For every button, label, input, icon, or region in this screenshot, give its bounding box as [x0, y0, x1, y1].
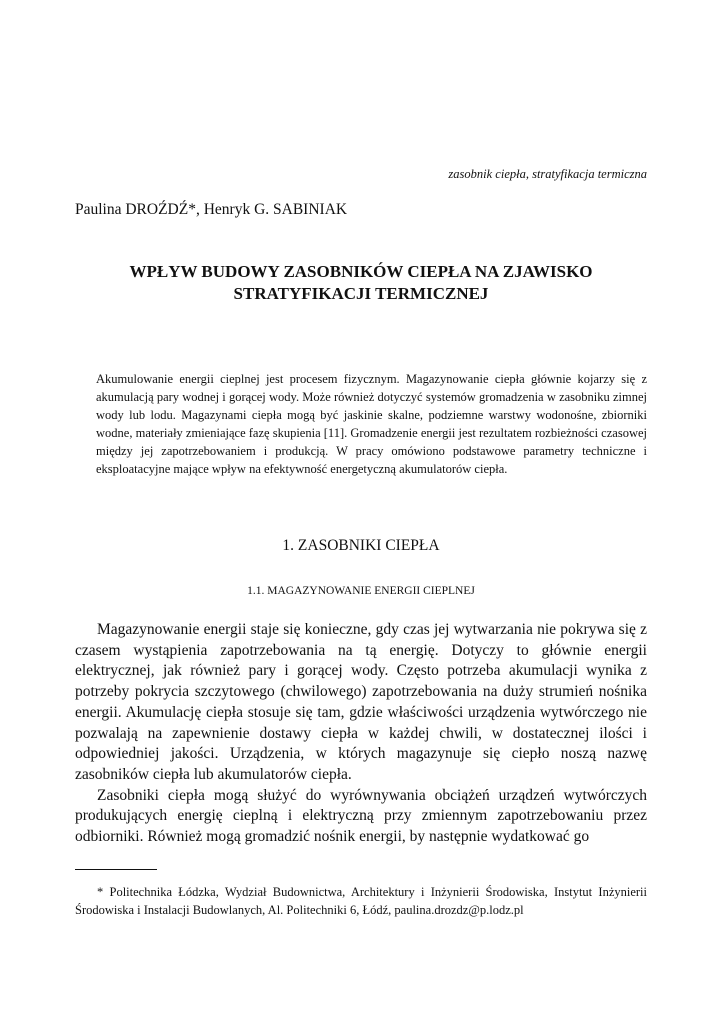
- abstract: Akumulowanie energii cieplnej jest procesem fizycznym. Magazynowanie ciepła głównie kojarzy się z akumulacją pary wodnej i gorącej wody. Może również dotyczyć systemów gromadzenia w zasobniku zimnej wody lub lodu. Magazynami ciepła mogą być jaskinie skalne, podziemne warstwy wodonośne, zbiorniki wodne, materiały zmieniające fazę skupienia [11]. Gromadzenie energii jest rezultatem rozbieżności czasowej między jej zapotrzebowaniem i produkcją. W pracy omówiono podstawowe parametry techniczne i eksploatacyjne mające wpływ na efektywność energetyczną akumulatorów ciepła.: [96, 372, 647, 476]
- authors: Paulina DROŹDŹ*, Henryk G. SABINIAK: [75, 201, 348, 218]
- footnote: * Politechnika Łódzka, Wydział Budownictwa, Architektury i Inżynierii Środowiska, Instytut Inżynierii Środowiska i Instalacji Budowlanych, Al. Politechniki 6, Łódź, paulina.drozdz@p.lodz.pl: [75, 885, 647, 917]
- section-heading: 1. ZASOBNIKI CIEPŁA: [282, 537, 440, 554]
- subsection-heading: 1.1. MAGAZYNOWANIE ENERGII CIEPLNEJ: [247, 585, 475, 597]
- paper-title-line-2: STRATYFIKACJI TERMICZNEJ: [233, 284, 489, 303]
- footnote-divider: [75, 869, 157, 870]
- body-paragraph-2: Zasobniki ciepła mogą służyć do wyrównywania obciążeń urządzeń wytwórczych produkujących energię cieplną i elektryczną przy zmiennym zapotrzebowaniu przez odbiorniki. Również mogą gromadzić nośnik energii, by następnie wydatkować go: [75, 786, 647, 846]
- body-paragraph-1: Magazynowanie energii staje się konieczne, gdy czas jej wytwarzania nie pokrywa się z czasem wystąpienia zapotrzebowania na tą energię. Dotyczy to głównie energii elektrycznej, jak również pary i gorącej wody. Często potrzeba akumulacji wynika z potrzeby pokrycia szczytowego (chwilowego) zapotrzebowania na duży strumień nośnika energii. Akumulację ciepła stosuje się tam, gdzie właściwości urządzenia wytwórczego nie pozwalają na zapewnienie dostawy ciepła w każdej chwili, w dostatecznej ilości i odpowiedniej jakości. Urządzenia, w których magazynuje się ciepło noszą nazwę zasobników ciepła lub akumulatorów ciepła.: [75, 621, 647, 783]
- paper-title: [75, 261, 647, 305]
- paper-title-line-1: WPŁYW BUDOWY ZASOBNIKÓW CIEPŁA NA ZJAWISKO: [129, 262, 593, 281]
- body-text: [75, 620, 647, 848]
- keywords: zasobnik ciepła, stratyfikacja termiczna: [448, 167, 647, 181]
